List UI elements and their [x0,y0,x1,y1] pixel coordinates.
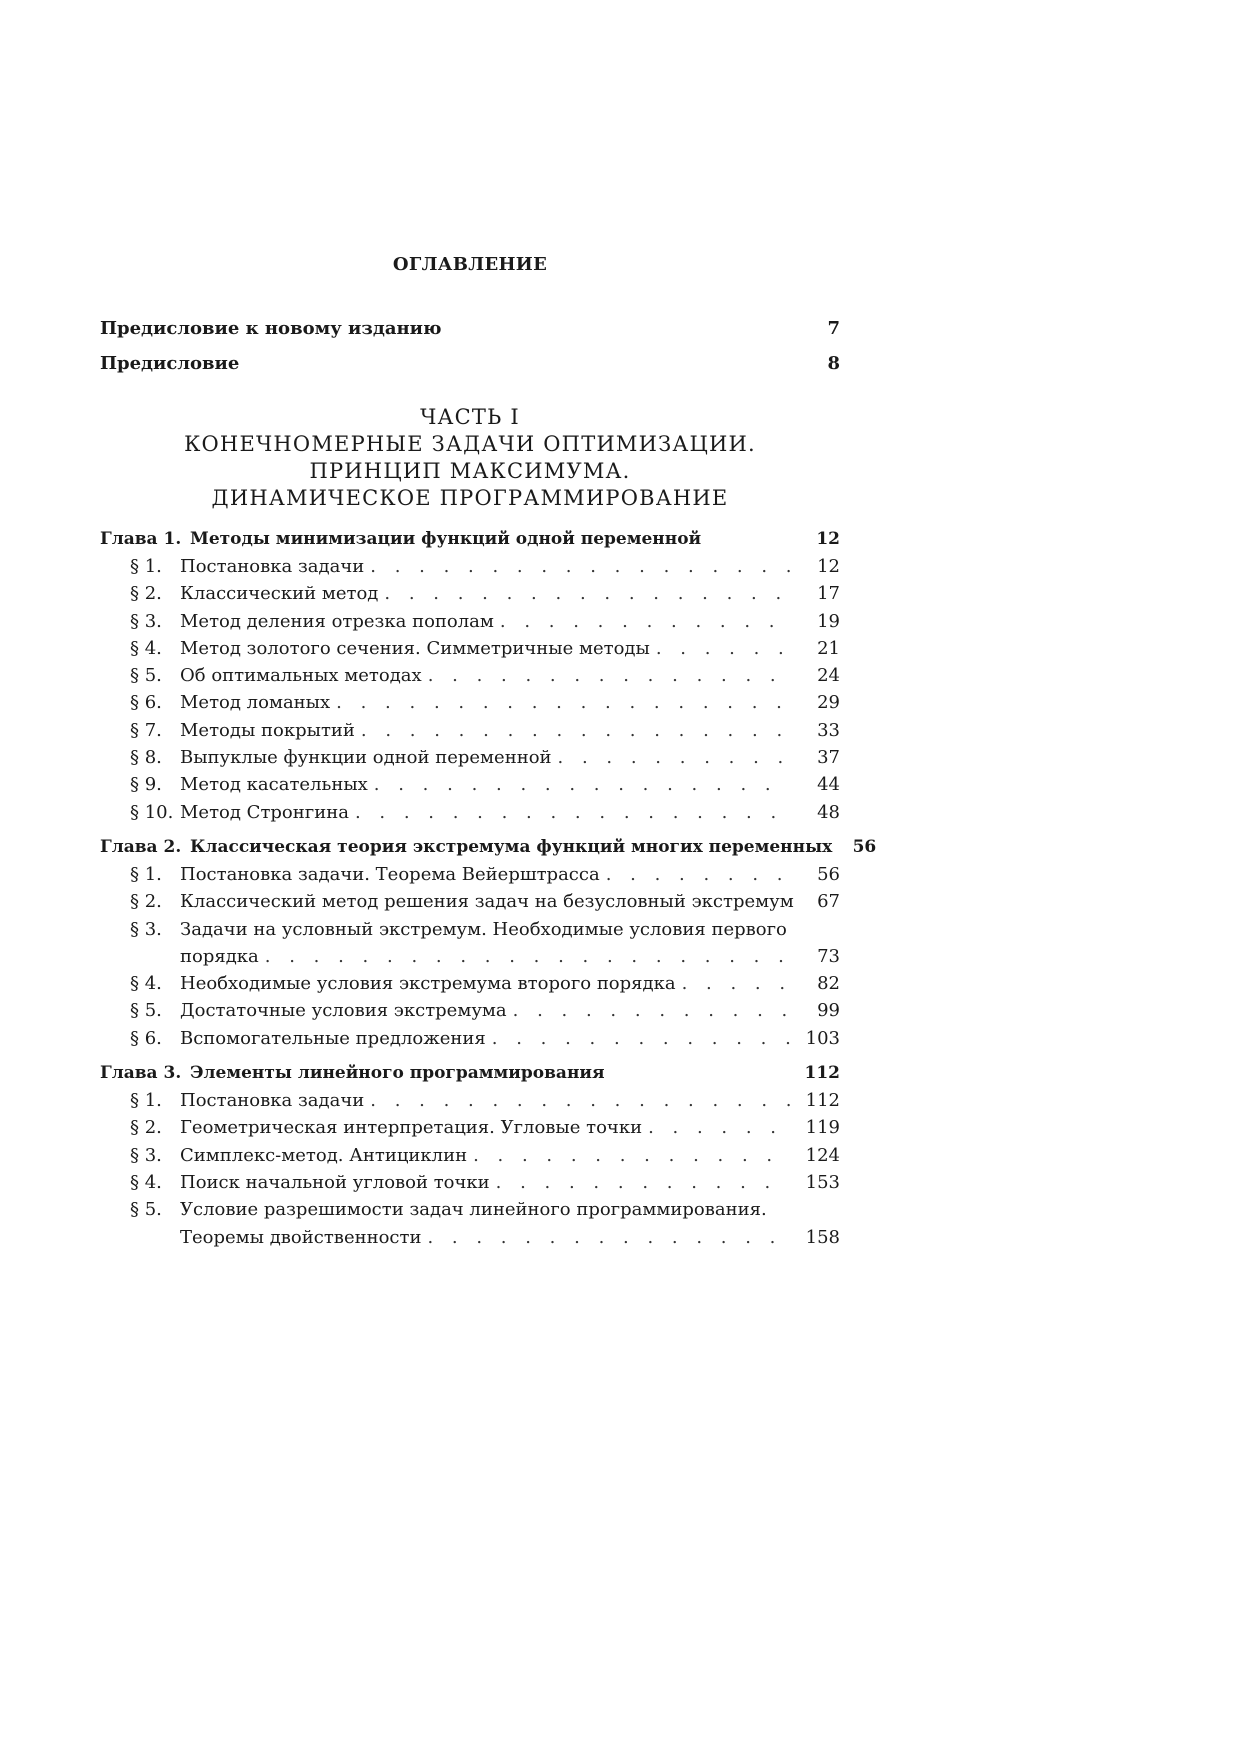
section-title: Постановка задачи [180,556,365,577]
toc-section[interactable] [100,1087,840,1114]
chapter-heading[interactable] [100,833,877,861]
chapter-page: 112 [804,1063,840,1084]
leader-dots [648,1114,790,1141]
section-title: Метод золотого сечения. Симметричные методы [180,637,650,659]
section-number: § 3. [130,1144,162,1166]
chapter-page: 56 [852,836,877,857]
leader-dots [656,635,790,662]
section-page: 29 [817,692,840,714]
toc-section[interactable] [100,553,840,580]
section-page: 82 [817,973,840,995]
section-page: 67 [817,891,840,913]
section-number: § 6. [130,692,162,714]
chapter-heading[interactable] [100,525,840,553]
section-page: 103 [805,1027,840,1049]
section-title: Поиск начальной угловой точки [180,1171,490,1193]
section-number: § 7. [130,719,162,741]
front-matter [100,311,840,381]
section-number: § 9. [130,774,162,796]
section-title: Методы покрытий [180,719,355,741]
entry-page: 7 [827,318,840,339]
chapter-page: 12 [816,529,840,549]
section-title: Вспомогательные предложения [180,1027,486,1049]
leader-dots [473,1142,790,1169]
section-number: § 10. [130,801,174,823]
section-page: 56 [817,863,840,885]
section-page: 119 [805,1117,840,1139]
section-title: Об оптимальных методах [180,665,422,687]
toc-section[interactable] [100,1169,840,1196]
part-heading [100,404,840,512]
toc-section[interactable] [100,635,840,662]
section-title: Классический метод решения задач на безусловный экстремум [180,891,794,913]
section-title: Метод касательных [180,774,368,796]
section-page: 37 [817,747,840,769]
section-page: 21 [817,637,840,659]
part-title-line: ДИНАМИЧЕСКОЕ ПРОГРАММИРОВАНИЕ [211,486,729,510]
part-label: ЧАСТЬ I [420,405,520,429]
section-number: § 3. [130,918,162,940]
leader-dots [370,1087,790,1114]
leader-dots [500,608,790,635]
section-title: Метод деления отрезка пополам [180,610,494,632]
section-number: § 2. [130,583,162,605]
section-title: Геометрическая интерпретация. Угловые точки [180,1117,643,1139]
toc-section[interactable] [100,1025,840,1052]
section-title: Метод Стронгина [180,801,349,823]
part-title-line: КОНЕЧНОМЕРНЫЕ ЗАДАЧИ ОПТИМИЗАЦИИ. [184,432,756,456]
chapter-title: Классическая теория экстремума функций многих переменных [190,836,833,857]
section-title-continued: порядка [180,945,259,967]
leader-dots [606,861,790,888]
leader-dots [427,1224,790,1251]
section-page: 48 [817,801,840,823]
section-number: § 2. [130,891,162,913]
toc-section[interactable] [100,1114,840,1141]
leader-dots [682,970,790,997]
section-title: Выпуклые функции одной переменной [180,747,552,769]
section-title: Постановка задачи. Теорема Вейерштрасса [180,863,600,885]
section-title: Симплекс-метод. Антициклин [180,1144,468,1166]
chapter-label: Глава 1. [100,529,182,549]
toc-section[interactable] [100,608,840,635]
toc-section[interactable] [100,997,840,1024]
section-title: Условие разрешимости задач линейного программирования. [180,1199,767,1221]
leader-dots [370,553,790,580]
chapter-title: Элементы линейного программирования [190,1063,605,1084]
chapter-2 [100,833,877,1052]
section-title: Постановка задачи [180,1090,365,1112]
section-number: § 1. [130,863,162,885]
section-title-continued: Теоремы двойственности [180,1226,422,1248]
leader-dots [492,1025,790,1052]
section-number: § 6. [130,1027,162,1049]
chapter-title: Методы минимизации функций одной переменной [190,529,702,549]
section-page: 73 [817,945,840,967]
leader-dots [361,717,790,744]
section-page: 99 [817,1000,840,1022]
section-page: 158 [805,1226,840,1248]
section-number: § 1. [130,556,162,577]
section-page: 24 [817,665,840,687]
leader-dots [496,1169,790,1196]
toc-section[interactable] [100,1196,840,1251]
chapter-1 [100,525,840,826]
leader-dots [384,580,790,607]
toc-section[interactable] [100,771,840,798]
chapter-label: Глава 2. [100,836,182,857]
toc-entry-preface-new-edition[interactable] [100,311,840,346]
section-number: § 5. [130,1199,162,1221]
toc-title: ОГЛАВЛЕНИЕ [392,254,548,275]
toc-section[interactable] [100,799,840,826]
chapter-list [100,525,877,1258]
leader-dots [558,744,790,771]
section-page: 19 [817,610,840,632]
section-page: 17 [817,583,840,605]
leader-dots [513,997,790,1024]
chapter-3 [100,1059,840,1251]
entry-title: Предисловие [100,353,240,374]
leader-dots [374,771,790,798]
leader-dots [428,662,790,689]
section-page: 12 [817,556,840,577]
section-number: § 5. [130,665,162,687]
toc-section[interactable] [100,744,840,771]
toc-section[interactable] [100,662,840,689]
toc-section[interactable] [100,580,840,607]
section-title: Задачи на условный экстремум. Необходимые условия первого [180,918,787,940]
toc-section[interactable] [100,689,840,716]
toc-entry-preface[interactable] [100,346,840,381]
section-title: Классический метод [180,583,379,605]
chapter-heading[interactable] [100,1059,840,1087]
leader-dots [355,799,790,826]
section-page: 112 [805,1090,840,1112]
section-number: § 4. [130,1171,162,1193]
section-number: § 4. [130,973,162,995]
section-title: Достаточные условия экстремума [180,1000,507,1022]
section-number: § 8. [130,747,162,769]
toc-section[interactable] [100,1142,840,1169]
section-number: § 3. [130,610,162,632]
leader-dots [336,689,790,716]
toc-section[interactable] [100,861,840,888]
section-title: Метод ломаных [180,692,331,714]
section-number: § 1. [130,1090,162,1112]
section-page: 33 [817,719,840,741]
entry-title: Предисловие к новому изданию [100,318,442,339]
leader-dots [265,943,790,970]
section-number: § 5. [130,1000,162,1022]
entry-page: 8 [827,353,840,374]
toc-section[interactable] [100,970,840,997]
chapter-label: Глава 3. [100,1063,182,1084]
toc-section[interactable] [100,916,840,971]
section-page: 153 [805,1171,840,1193]
part-title-line: ПРИНЦИП МАКСИМУМА. [309,459,631,483]
section-page: 124 [805,1144,840,1166]
section-number: § 4. [130,637,162,659]
toc-section[interactable] [100,888,840,915]
section-title: Необходимые условия экстремума второго порядка [180,973,676,995]
toc-section[interactable] [100,717,840,744]
section-page: 44 [817,774,840,796]
section-number: § 2. [130,1117,162,1139]
